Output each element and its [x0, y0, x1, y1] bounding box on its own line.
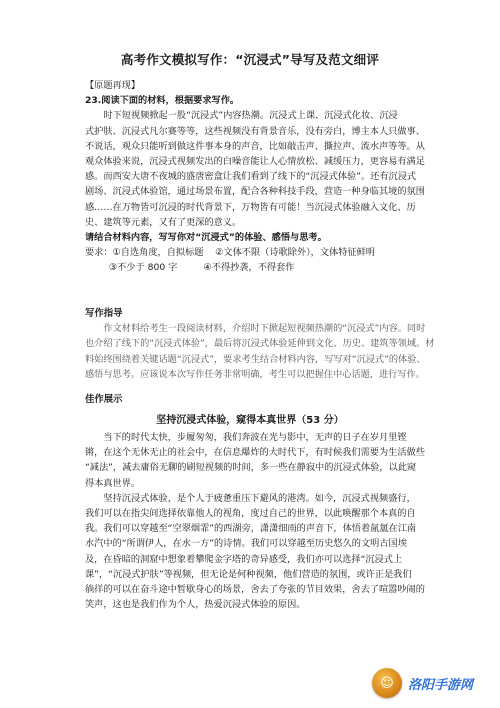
material-line: 剧场、沉浸式体验馆，通过场景布置，配合各种科技手段，营造一种身临其境的氛围	[85, 186, 425, 198]
material-line: 时下短视频掀起一股“沉浸式”内容热潮。沉浸式上课、沉浸式化妆、沉浸	[103, 110, 398, 122]
material-line: 感……在万物皆可沉浸的时代背景下，万物皆有可能！当沉浸式体验融入文化、历	[85, 201, 416, 213]
example-section-head	[85, 392, 445, 407]
question-section	[85, 78, 445, 276]
guide-head: 写作指导	[85, 308, 123, 319]
essay-line: 水汽中的“所谓伊人，在水一方”的诗情。我们可以穿越至历史悠久的文明古国埃	[85, 538, 407, 550]
material-line: 不说话，观众只能听到做这件事本身的声音，比如敲击声、撕拉声、流水声等等。从	[85, 140, 425, 152]
essay-line: 课”，“沉浸式护肤”等视频，但无论是何种视频，他们营造的氛围，或许正是我们	[85, 568, 412, 580]
requirements-line: 要求：①自选角度，自拟标题 ②文体不限（诗歌除外），文体特征鲜明	[85, 247, 375, 259]
essay-title: 坚持沉浸式体验，窥得本真世界（53 分）	[156, 415, 344, 426]
essay-line: “减法”，减去庸俗无聊的刷短视频的时间，多一些在静寂中的沉浸式体验，以此窥	[85, 462, 417, 474]
essay-line: 得本真世界。	[85, 477, 141, 489]
guide-section	[85, 306, 445, 382]
original-label: 【原题再现】	[85, 80, 141, 91]
essay-line: 坚持沉浸式体验，是个人于疲惫重压下避风的港湾。如今，沉浸式视频盛行，	[103, 492, 416, 504]
material-line: 史、建筑等元素，又有了更深的意义。	[85, 216, 242, 228]
guide-line: 作文材料给考生一段阅读材料，介绍时下掀起短视频热潮的“沉浸式”内容。同时	[103, 323, 426, 335]
material-line: 式护肤、沉浸式凡尔赛等等，这些视频没有背景音乐，没有旁白，博主本人只做事、	[85, 125, 425, 137]
essay-line: 我。我们可以穿越至“空翠烟霏”的西湖旁，潇潇细雨的声音下，体悟着氤氲在江南	[85, 523, 417, 535]
guide-line: 感悟与思考。应该说本次写作任务非常明确，考生可以把握住中心话题，进行写作。	[85, 368, 425, 380]
essay-line: 笑声，这也是我们作为个人，热爱沉浸式体验的原因。	[85, 599, 306, 611]
mascot-icon: ☺	[372, 668, 402, 698]
page-title: 高考作文模拟写作：“沉浸式”导写及范文细评	[120, 52, 380, 67]
guide-line: 料始终围绕着关键话题“沉浸式”，要求考生结合材料内容，写写对“沉浸式”的体验、	[85, 353, 426, 365]
essay-line: 及，在昏暗的洞窟中想象着攀爬金字塔的奇异感受，我们亦可以选择“沉浸式上	[85, 553, 403, 565]
material-line: 观众体验来说，沉浸式视频发出的白噪音能让人心情放松、减缓压力，更容易有满足	[85, 156, 425, 168]
essay-line: 徜徉的可以在奋斗途中暂歇身心的场景，舍去了夸张的节目效果，舍去了喧嚣吵闹的	[85, 584, 425, 596]
task-line: 请结合材料内容，写写你对“沉浸式”的体验、感悟与思考。	[85, 232, 327, 244]
watermark-text: 洛阳手游网	[408, 677, 474, 693]
material-line: 感。而西安大唐不夜城的盛唐密盒让我们看到了线下的“沉浸式体验”。还有沉浸式	[85, 171, 417, 183]
question-head: 23.阅读下面的材料，根据要求写作。	[85, 95, 240, 107]
example-head: 佳作展示	[85, 394, 123, 405]
essay-line: 当下的时代太快，步履匆匆，我们奔波在光与影中，无声的日子在岁月里铿	[103, 432, 407, 443]
requirements-line: ③不少于 800 字 ④不得抄袭，不得套作	[108, 262, 295, 274]
essay-line: 我们可以在指尖间选择依靠他人的视角，度过自己的世界，以此唤醒那个本真的自	[85, 508, 416, 520]
guide-line: 也介绍了线下的“沉浸式体验”，最后将沉浸式体验延伸到文化、历史、建筑等领域。材	[85, 338, 435, 350]
essay-body	[85, 430, 445, 612]
essay-line: 锵，在这个无休无止的社会中，在信息爆炸的大时代下，有时候我们需要为生活做些	[85, 447, 425, 459]
site-watermark	[372, 666, 492, 700]
